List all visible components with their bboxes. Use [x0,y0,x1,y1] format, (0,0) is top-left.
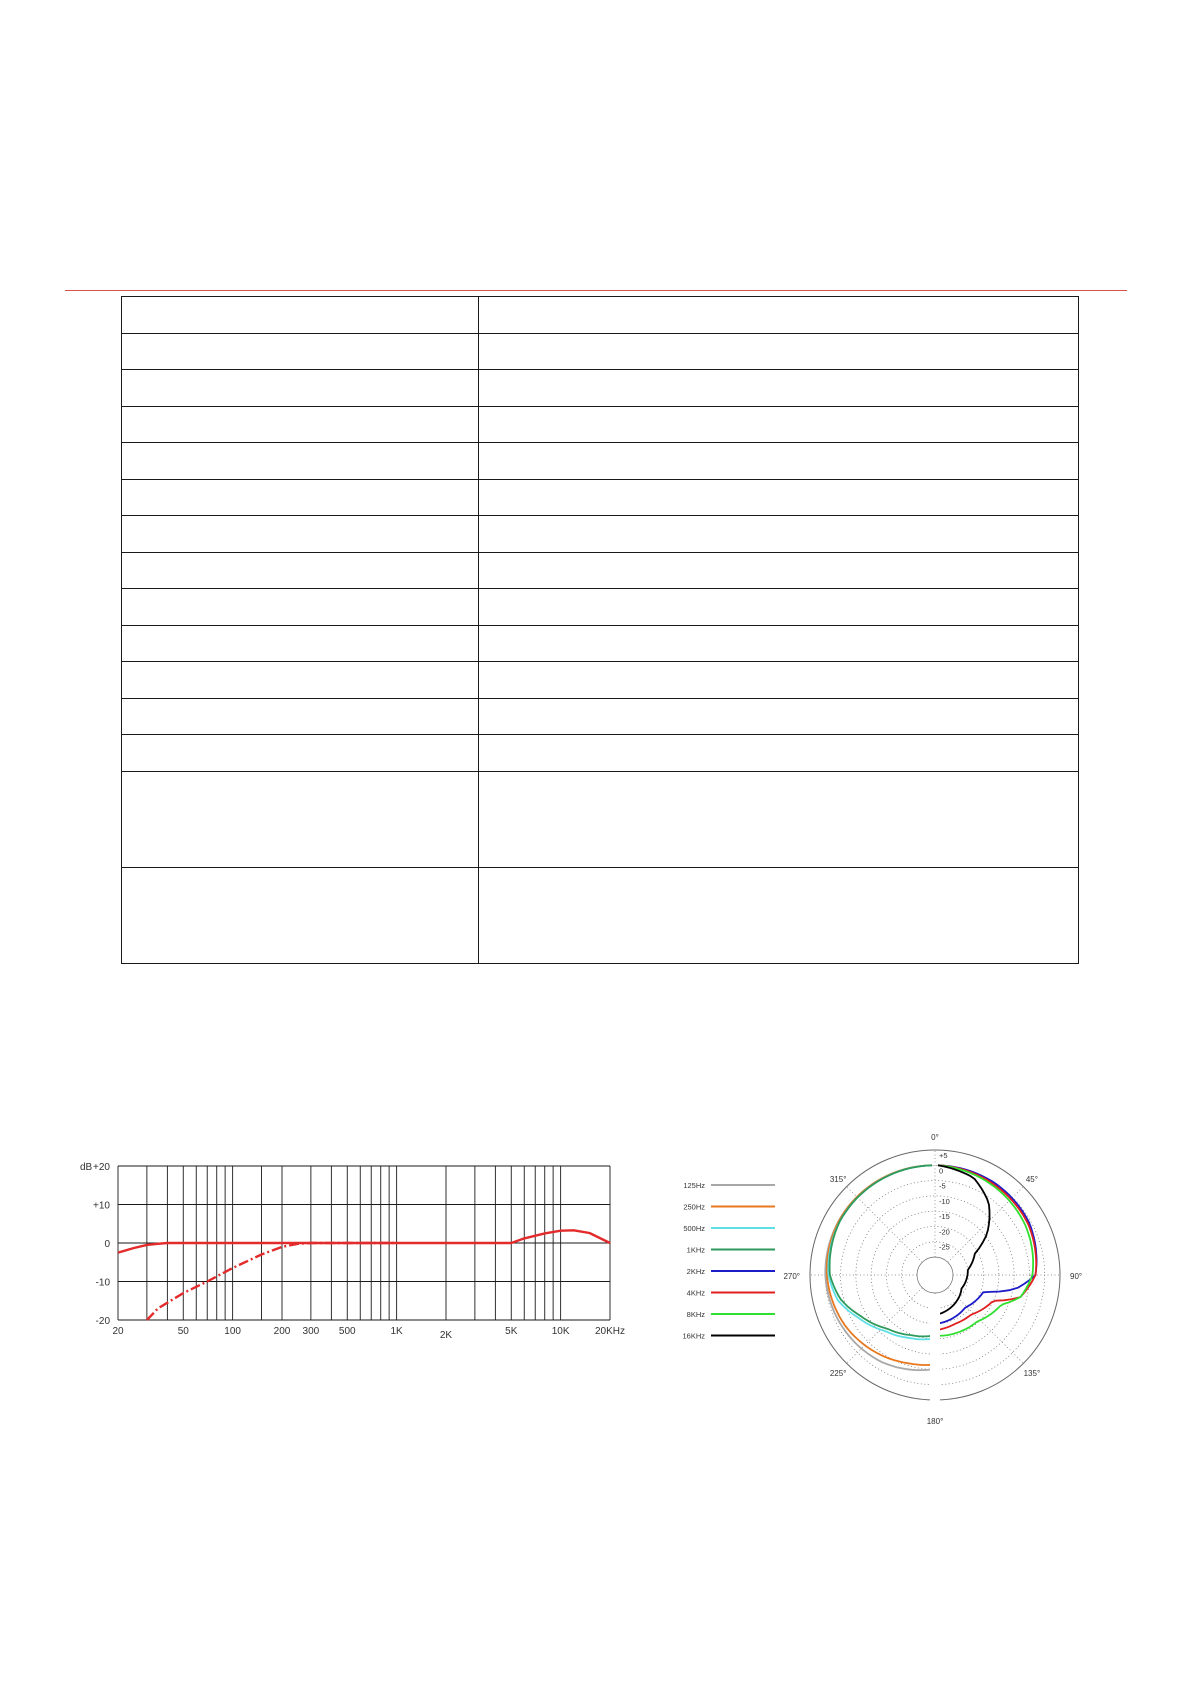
x-tick-label: 100 [224,1326,241,1337]
x-tick-label: 20KHz [594,1326,626,1337]
polar-series-line [938,1165,1037,1323]
polar-angle-label: 135° [1023,1368,1041,1378]
polar-series-line [828,1165,932,1339]
polar-radial-label: -10 [939,1196,950,1206]
spec-value [479,443,1079,480]
spec-value [479,297,1079,334]
legend-label: 1KHz [686,1245,705,1255]
x-tick-label: 1K [390,1326,403,1337]
spec-row [122,370,1079,407]
polar-radial-label: -20 [939,1227,950,1237]
spec-value [479,662,1079,699]
legend-label: 500Hz [683,1224,705,1233]
x-tick-label: 500 [338,1326,356,1337]
x-tick-label: 200 [273,1326,291,1337]
polar-angle-label: 270° [783,1272,800,1281]
y-unit-label: dB [80,1162,93,1173]
spec-value [479,333,1079,370]
spec-table [121,296,1079,964]
spec-row [122,443,1079,480]
polar-angle-label: 90° [1070,1272,1083,1281]
spec-value [479,698,1079,735]
frequency-response-chart [70,1160,630,1345]
spec-row [122,333,1079,370]
spec-label [122,771,479,867]
header-rule [65,290,1127,291]
spec-value [479,552,1079,589]
spec-label [122,552,479,589]
spec-label [122,589,479,626]
polar-radial-label: 0 [939,1166,944,1176]
spec-label [122,735,479,772]
x-tick-label: 2K [439,1330,453,1341]
spec-label [122,406,479,443]
polar-spoke [847,1288,923,1364]
polar-series-line [938,1165,1033,1336]
spec-value [479,771,1079,867]
spec-value [479,589,1079,626]
y-tick-label: -10 [95,1277,110,1289]
spec-row [122,297,1079,334]
spec-label [122,370,479,407]
legend-label: 4KHz [686,1288,705,1298]
spec-label [122,698,479,735]
polar-angle-label: 45° [1025,1175,1038,1185]
x-tick-label: 50 [177,1326,189,1337]
polar-series-line [830,1165,932,1336]
spec-label [122,662,479,699]
polar-radial-label: +5 [939,1151,948,1160]
x-tick-label: 20 [112,1326,124,1337]
spec-row [122,625,1079,662]
spec-label [122,479,479,516]
x-tick-label: 5K [505,1326,518,1337]
spec-value [479,516,1079,553]
spec-label [122,297,479,334]
y-tick-label: +20 [93,1162,110,1173]
polar-radial-label: -5 [939,1181,946,1191]
spec-row [122,479,1079,516]
polar-series-line [827,1165,932,1365]
frequency-response-line [118,1230,610,1252]
legend-label: 8KHz [686,1310,705,1319]
spec-row [122,589,1079,626]
polar-center-ring [917,1257,953,1293]
legend-label: 125Hz [683,1181,705,1190]
spec-label [122,443,479,480]
spec-value [479,406,1079,443]
spec-row [122,406,1079,443]
polar-radial-label: -15 [939,1212,950,1222]
spec-label [122,867,479,963]
y-tick-label: 0 [104,1239,110,1250]
x-tick-label: 300 [302,1326,320,1337]
spec-row [122,771,1079,867]
polar-angle-label: 225° [829,1368,847,1378]
spec-row [122,552,1079,589]
polar-angle-label: 315° [829,1175,847,1185]
spec-value [479,625,1079,662]
polar-mount-gap [930,1295,940,1408]
spec-value [479,479,1079,516]
spec-row [122,698,1079,735]
spec-value [479,735,1079,772]
legend-label: 250Hz [683,1202,705,1212]
spec-label [122,625,479,662]
spec-row [122,516,1079,553]
x-tick-label: 10K [551,1326,570,1337]
polar-angle-label: 0° [931,1133,939,1142]
legend-label: 2KHz [686,1267,705,1276]
spec-value [479,370,1079,407]
polar-pattern-chart [655,1105,1115,1425]
spec-label [122,516,479,553]
spec-value [479,867,1079,963]
spec-row [122,662,1079,699]
polar-radial-label: -25 [939,1242,950,1252]
spec-row [122,867,1079,963]
legend-label: 16KHz [682,1331,705,1341]
spec-row [122,735,1079,772]
spec-label [122,333,479,370]
polar-angle-label: 180° [926,1417,944,1425]
y-tick-label: -20 [95,1316,110,1327]
y-tick-label: +10 [93,1200,110,1212]
